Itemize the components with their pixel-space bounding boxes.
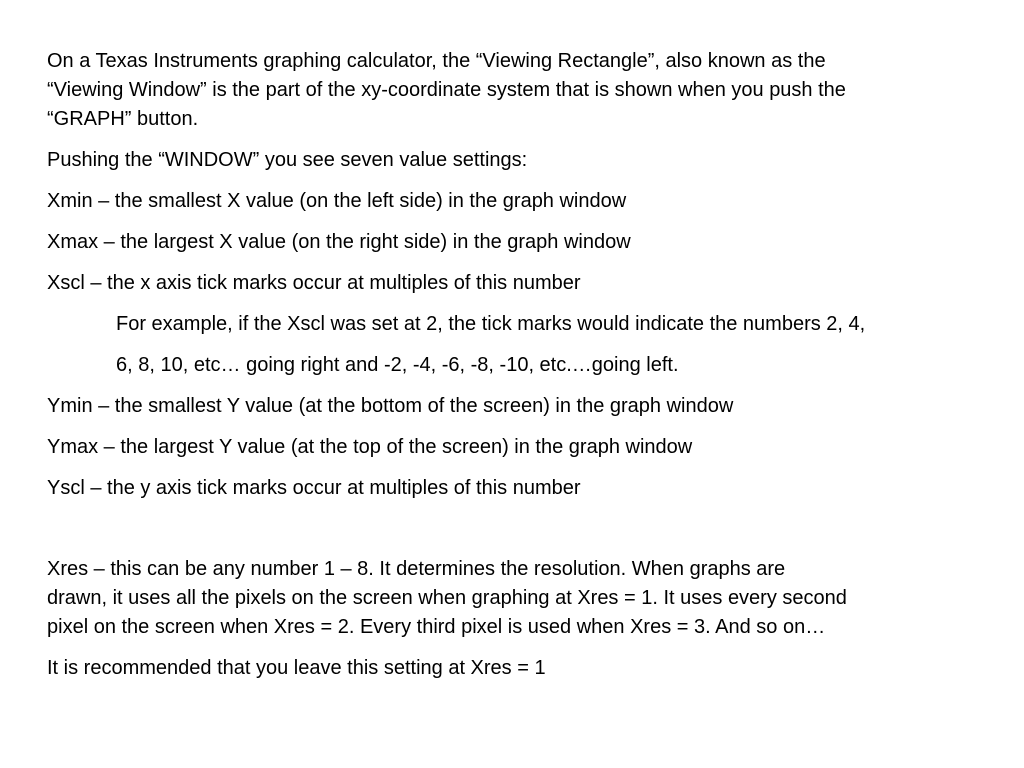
xscl-example-line-2: 6, 8, 10, etc… going right and -2, -4, -6, -8, -10, etc.…going left. (116, 354, 679, 376)
yscl-definition: Yscl – the y axis tick marks occur at multiples of this number (47, 477, 581, 499)
ymax-definition: Ymax – the largest Y value (at the top of the screen) in the graph window (47, 436, 693, 458)
xscl-definition: Xscl – the x axis tick marks occur at multiples of this number (47, 272, 581, 294)
intro-line-1: On a Texas Instruments graphing calculator, the “Viewing Rectangle”, also known as the (47, 50, 826, 72)
xres-line-1: Xres – this can be any number 1 – 8. It determines the resolution. When graphs are (47, 558, 786, 580)
xmin-definition: Xmin – the smallest X value (on the left side) in the graph window (47, 190, 627, 212)
xres-line-3: pixel on the screen when Xres = 2. Every third pixel is used when Xres = 3. And so on… (47, 616, 826, 638)
window-heading: Pushing the “WINDOW” you see seven value settings: (47, 149, 528, 171)
ymin-definition: Ymin – the smallest Y value (at the bottom of the screen) in the graph window (47, 395, 734, 417)
xres-line-2: drawn, it uses all the pixels on the screen when graphing at Xres = 1. It uses every second (47, 587, 847, 609)
xscl-example-line-1: For example, if the Xscl was set at 2, the tick marks would indicate the numbers 2, 4, (116, 313, 866, 335)
intro-line-2: “Viewing Window” is the part of the xy-coordinate system that is shown when you push the (47, 79, 846, 101)
xmax-definition: Xmax – the largest X value (on the right side) in the graph window (47, 231, 631, 253)
intro-line-3: “GRAPH” button. (47, 108, 199, 130)
xres-recommendation: It is recommended that you leave this setting at Xres = 1 (47, 657, 546, 679)
